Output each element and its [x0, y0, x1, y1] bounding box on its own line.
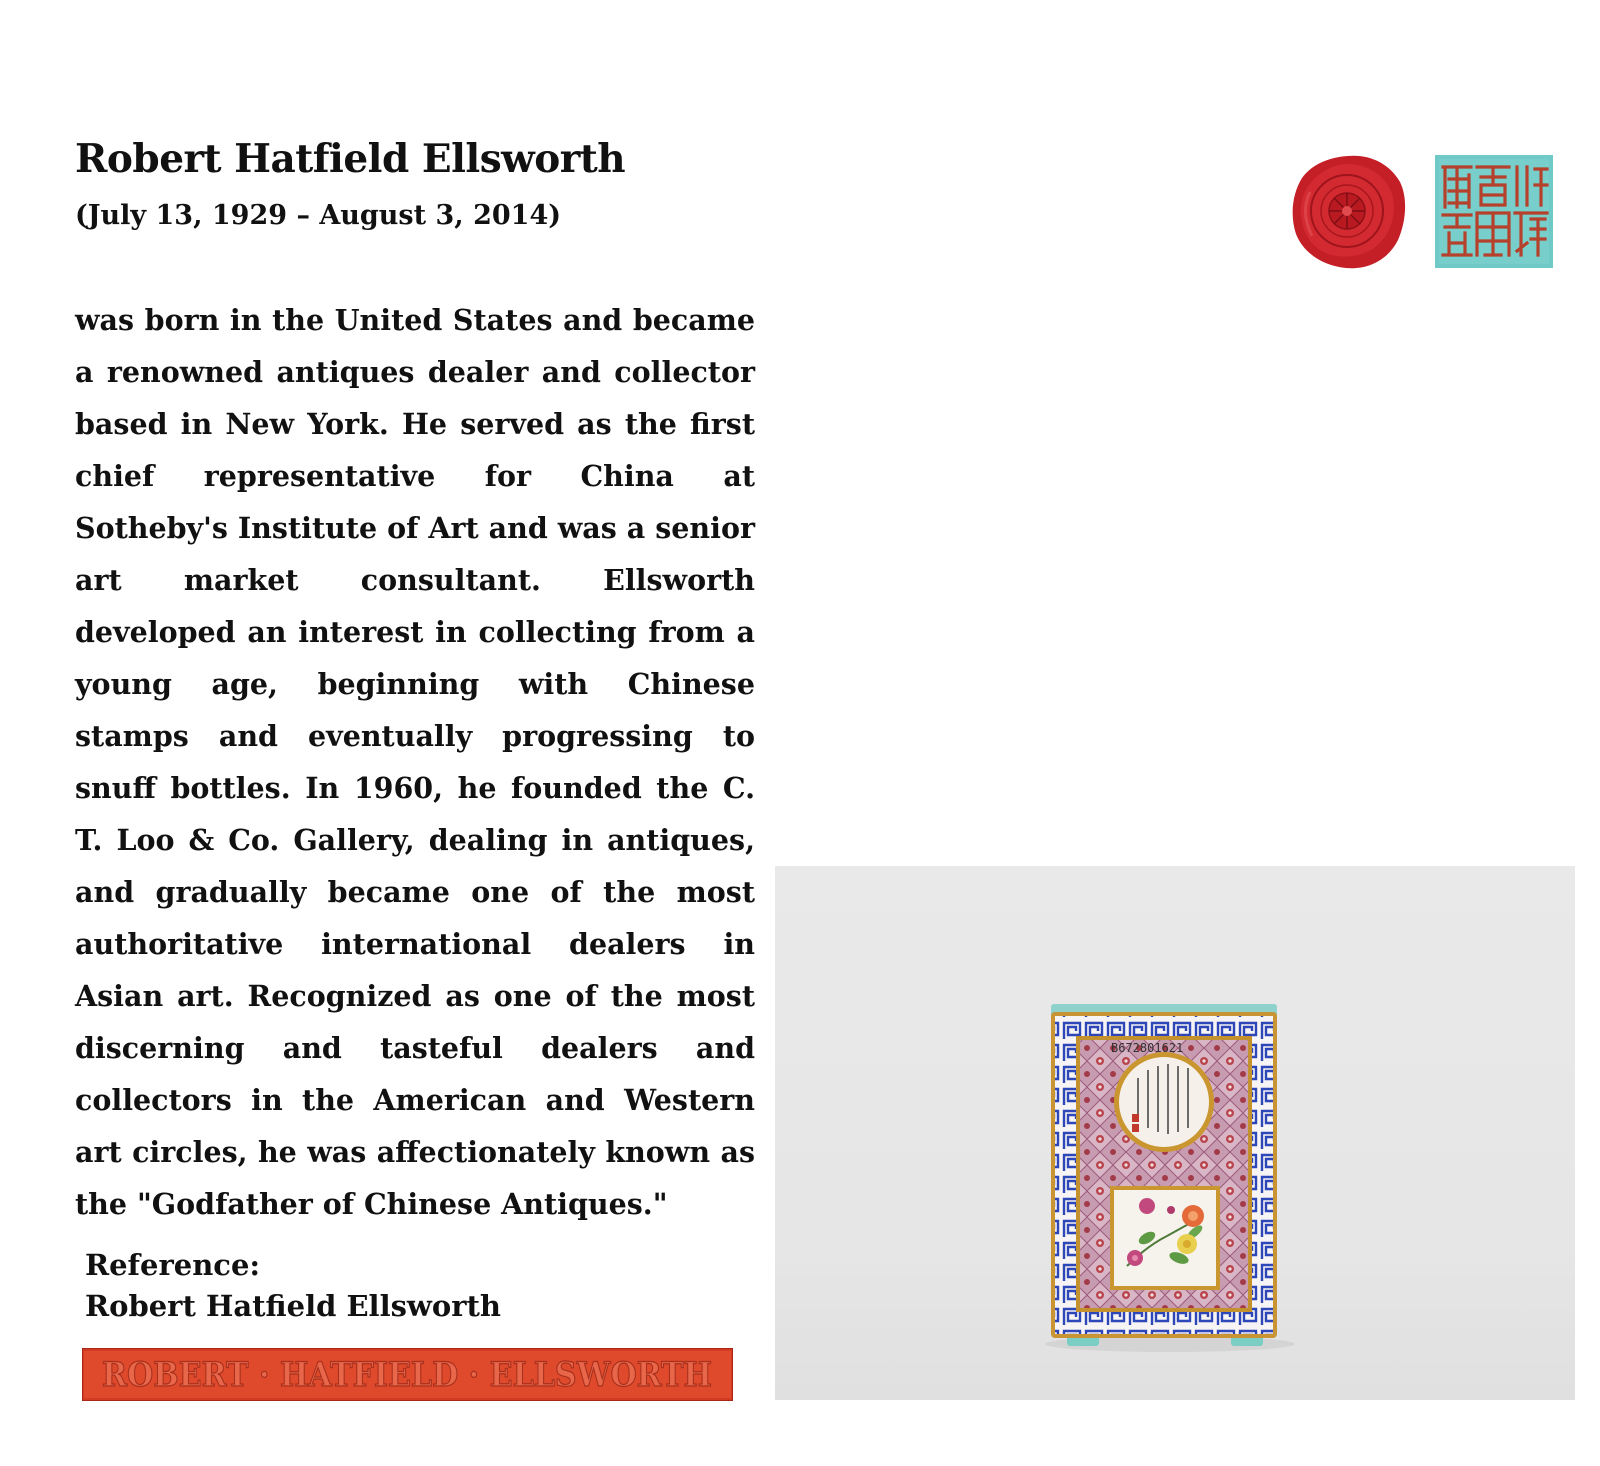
wax-seal-icon [1290, 152, 1407, 272]
page-title: Robert Hatfield Ellsworth [75, 136, 626, 182]
life-dates: (July 13, 1929 – August 3, 2014) [75, 200, 562, 231]
object-photo [775, 866, 1575, 1400]
reference-name: Robert Hatfield Ellsworth [85, 1289, 501, 1323]
reference-label: Reference: [85, 1248, 261, 1282]
collector-stamp-bar [82, 1348, 733, 1401]
photo-label-number: B672801621 [1111, 1041, 1184, 1055]
stamp-bar-text: ROBERT · HATFIELD · ELLSWORTH [102, 1355, 712, 1395]
reign-mark-seal-icon [1435, 155, 1553, 268]
biography-text: was born in the United States and became a renowned antiques dealer and collector based in New York. He served as the first chief representative for China at Sotheby's Institute of Art and was a senior art market consultant. Ellsworth developed an interest in collecting from a young age, beginning with Chinese stamps and eventually progressing to snuff bottles. In 1960, he founded the C. T. Loo & Co. Gallery, dealing in antiques, and gradually became one of the most authoritative international dealers in Asian art. Recognized as one of the most discerning and tasteful dealers and collectors in the American and Western art circles, he was affectionately known as the "Godfather of Chinese Antiques." [75, 303, 755, 1221]
